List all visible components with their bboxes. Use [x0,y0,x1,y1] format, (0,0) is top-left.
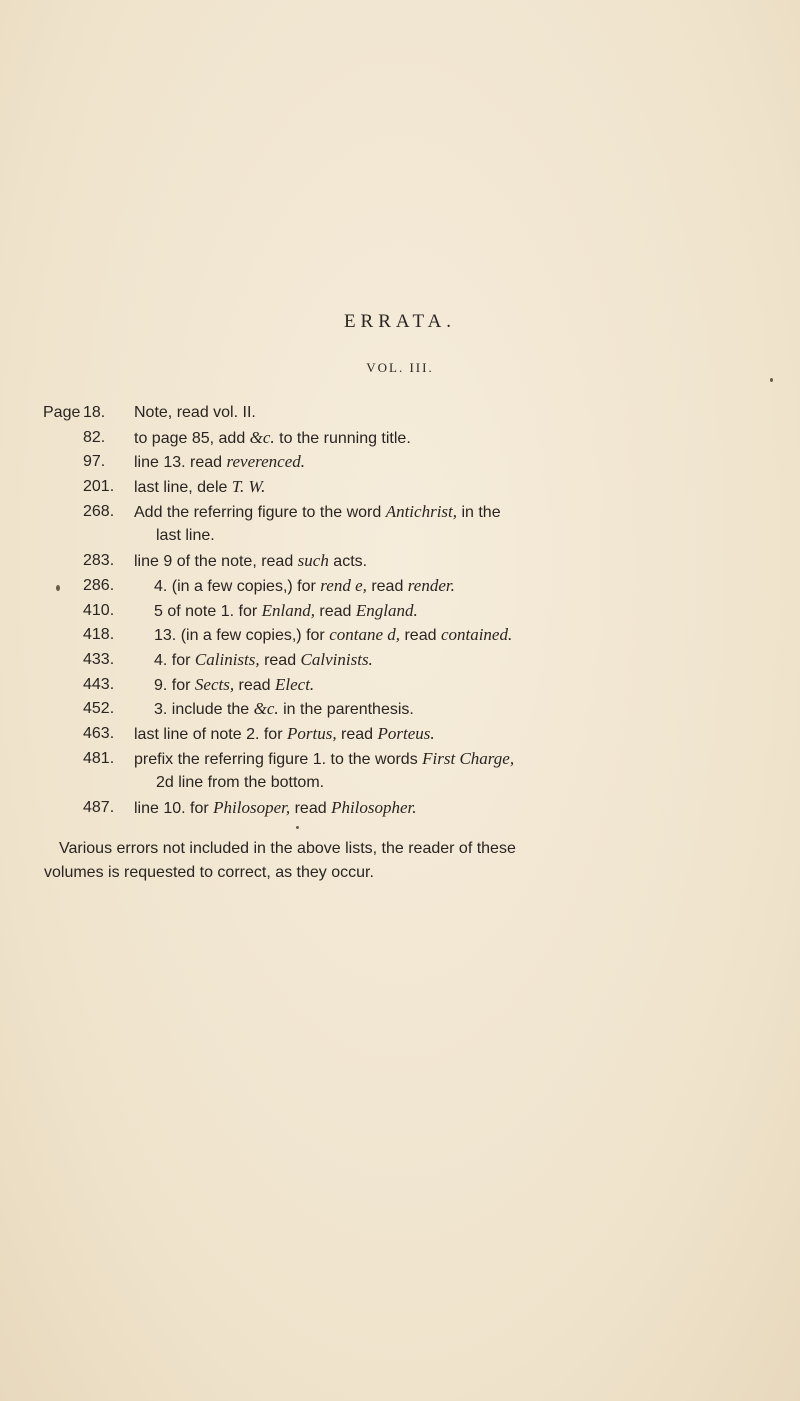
italic-word: Elect. [275,674,315,694]
errata-row [43,401,763,426]
page-number: 452. [83,700,115,718]
italic-word: England. [355,600,418,620]
errata-row [43,648,763,673]
italic-word: Antichrist, [385,501,458,521]
page-number: 18. [83,404,106,421]
errata-row [43,697,763,722]
text-run: 13. (in a few copies,) for [154,627,330,645]
text-run: last line, dele [134,479,232,497]
ink-spot [770,378,773,382]
italic-word: Calinists, [194,649,260,669]
closing-note-line-2: volumes is requested to correct, as they occur. [44,864,374,881]
continuation-text: last line. [156,527,215,545]
correction-text [134,426,411,452]
correction-text [134,796,417,822]
closing-note-line-1: Various errors not included in the above lists, the reader of these [59,840,516,857]
correction-text [134,747,514,773]
text-run: last line of note 2. for [134,725,287,743]
italic-word: reverenced. [226,452,306,472]
text-run: read [259,651,301,669]
italic-word: Philosoper, [213,798,291,817]
errata-row-continuation [43,771,763,796]
text-run: to page 85, add [134,429,250,447]
text-run: prefix the referring figure 1. to the words [134,750,423,768]
text-run: line 10. for [134,800,214,817]
page-number: 410. [83,601,115,619]
errata-row [43,450,763,475]
text-run: line 13. read [134,454,227,472]
errata-row [43,500,763,525]
italic-word: Philosopher. [331,798,417,817]
errata-row [43,796,763,821]
correction-text [134,722,435,748]
correction-text [134,500,501,526]
page-number: 433. [83,650,115,668]
text-run: read [314,602,356,620]
italic-word: T. W. [231,477,266,497]
errata-row [43,673,763,698]
italic-word: contane d, [329,625,401,645]
page-number: 418. [83,626,115,644]
errata-row [43,722,763,747]
italic-word: Calvinists. [300,649,373,669]
correction-text [154,623,512,649]
page-number: 283. [83,552,115,570]
italic-word: render. [407,575,455,595]
text-run: read [234,676,276,694]
closing-note [44,837,764,885]
correction-text [154,697,414,723]
italic-word: rend e, [320,575,367,595]
italic-word: Enland, [261,600,315,620]
correction-text [134,475,265,501]
page-number: 487. [83,799,115,816]
text-run: in the parenthesis. [278,701,414,719]
correction-text [154,574,455,600]
text-run: read [290,800,332,817]
text-run: 9. for [154,676,195,694]
text-run: read [336,725,378,743]
text-run: Note, read vol. II. [134,404,256,421]
italic-word: &c. [253,699,279,719]
correction-text [154,648,373,674]
text-run: read [366,577,408,595]
errata-list [43,401,763,821]
correction-text [154,673,314,699]
italic-word: Portus, [286,723,337,743]
continuation-text: 2d line from the bottom. [156,774,325,792]
text-run: to the running title. [274,429,411,447]
italic-word: Porteus. [377,723,435,743]
italic-word: First Charge, [422,748,515,768]
italic-word: &c. [249,427,275,447]
errata-row [43,549,763,574]
text-run: 3. include the [154,701,254,719]
page-number: 463. [83,724,115,742]
text-run: in the [457,503,501,521]
text-run: read [400,627,441,645]
italic-word: Sects, [194,674,235,694]
page-number: 97. [83,453,106,471]
correction-text [134,401,256,426]
errata-row [43,747,763,772]
text-run: 4. (in a few copies,) for [154,577,321,595]
text-run: line 9 of the note, read [134,553,298,571]
text-run: 5 of note 1. for [154,602,262,620]
page-number: 82. [83,428,106,446]
correction-text [134,549,367,575]
errata-heading: ERRATA. [343,311,457,332]
page-number: 201. [83,478,115,496]
page-number: 268. [83,502,115,520]
errata-row-continuation [43,524,763,549]
errata-row [43,426,763,451]
ink-spot [56,585,60,591]
page-number: 286. [83,576,115,594]
text-run: Add the referring figure to the word [134,503,386,521]
ink-spot [296,826,299,829]
errata-row [43,599,763,624]
page-number: 443. [83,675,115,693]
italic-word: contained. [440,625,513,645]
volume-label: VOL. III. [366,360,434,375]
errata-row [43,623,763,648]
text-run: 4. for [154,651,195,669]
text-run: acts. [328,553,368,571]
page-number: 481. [83,749,115,767]
correction-text [154,599,418,625]
errata-row [43,574,763,599]
italic-word: such [297,551,329,571]
errata-row [43,475,763,500]
page-label: Page [43,404,81,421]
correction-text [134,450,305,476]
